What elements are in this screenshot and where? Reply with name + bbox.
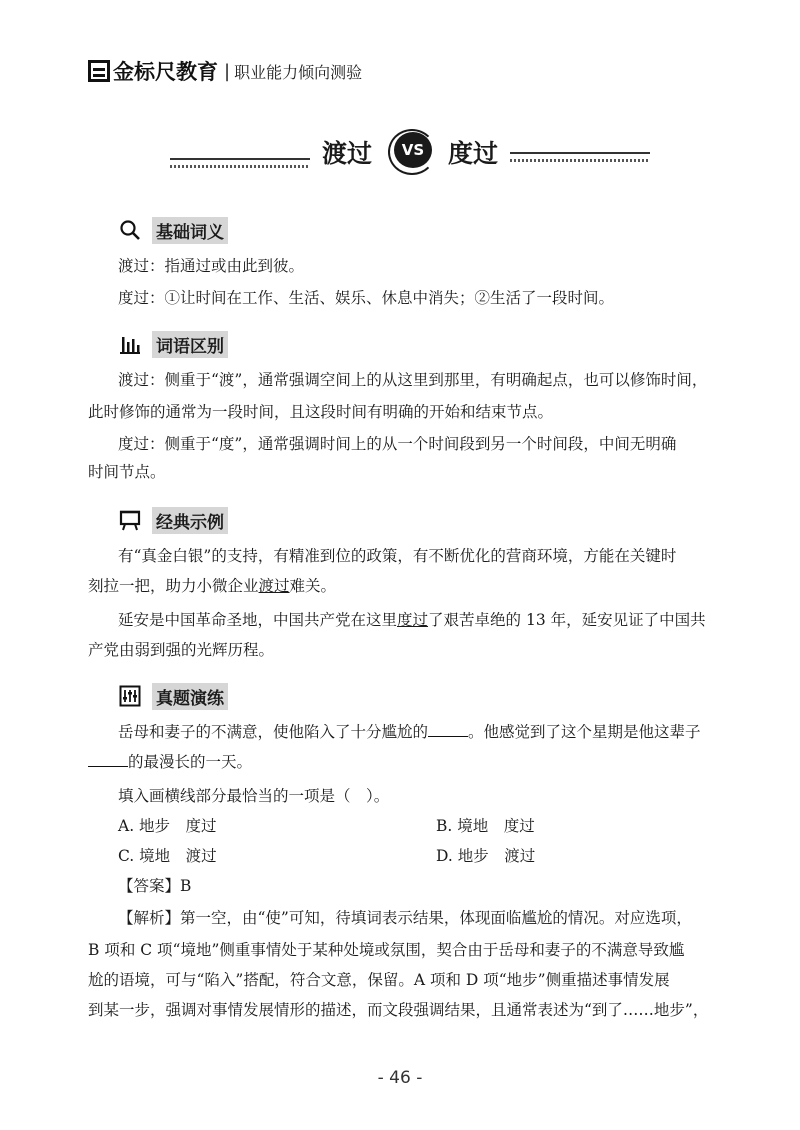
brand-logo-icon [88, 60, 110, 82]
example-p2-line-1 [118, 610, 706, 630]
analysis-line-3: 尬的语境，可与“陷入”搭配，符合文意，保留。A 项和 D 项“地步”侧重描述事情发展 [88, 971, 670, 989]
diff-line-1: 渡过：侧重于“渡”，通常强调空间上的从这里到那里，有明确起点，也可以修饰时间， [118, 371, 708, 389]
question-text-end: 的最漫长的一天。 [128, 753, 253, 771]
section-basic-heading [118, 216, 228, 244]
search-icon [118, 218, 142, 242]
answer-line: 【答案】B [118, 877, 192, 895]
section-example-heading [118, 506, 228, 534]
basic-line-1: 渡过：指通过或由此到彼。 [118, 257, 305, 275]
presentation-board-icon [118, 508, 142, 532]
question-text-cont: 。他感觉到了这个星期是他这辈子 [468, 723, 701, 741]
title-right-rule [510, 152, 650, 154]
example-p2-text: 延安是中国革命圣地，中国共产党在这里 [118, 611, 398, 629]
title-right-dots [510, 159, 650, 162]
section-diff-heading [118, 330, 228, 358]
example-p2-text-end: 了艰苦卓绝的 13 年，延安见证了中国共 [428, 611, 706, 629]
page-header [88, 56, 362, 86]
option-d: D. 地步 渡过 [436, 847, 536, 865]
header-subtitle: 职业能力倾向测验 [234, 62, 363, 82]
section-practice-title: 真题演练 [152, 683, 228, 710]
title-word-right: 度过 [448, 139, 499, 168]
question-line-2 [88, 752, 252, 772]
example-p1-line-2 [88, 576, 336, 596]
option-c: C. 境地 渡过 [118, 847, 217, 865]
option-a: A. 地步 度过 [118, 817, 217, 835]
header-separator: | [224, 60, 231, 82]
sliders-icon [118, 684, 142, 708]
question-instruction: 填入画横线部分最恰当的一项是（ ）。 [118, 787, 390, 805]
diff-line-4: 时间节点。 [88, 463, 166, 481]
option-b: B. 境地 度过 [436, 817, 535, 835]
section-example-title: 经典示例 [152, 507, 228, 534]
section-practice-heading [118, 682, 228, 710]
analysis-line-2: B 项和 C 项“境地”侧重事情处于某种处境或氛围，契合由于岳母和妻子的不满意导致尴 [88, 941, 685, 959]
title-banner [170, 128, 650, 180]
example-highlight-word: 度过 [397, 611, 429, 629]
example-p1-line-1: 有“真金白银”的支持，有精准到位的政策，有不断优化的营商环境，方能在关键时 [118, 547, 677, 565]
analysis-line-4: 到某一步，强调对事情发展情形的描述，而文段强调结果，且通常表述为“到了……地步”， [88, 1001, 709, 1019]
question-line-1 [118, 722, 701, 742]
example-highlight-word: 渡过 [258, 577, 290, 595]
answer-blank [88, 752, 128, 767]
section-basic-title: 基础词义 [152, 217, 228, 244]
title-word-left: 渡过 [322, 139, 373, 168]
example-p1-text: 刻拉一把，助力小微企业 [88, 577, 259, 595]
vs-badge: VS [394, 132, 432, 168]
title-left-dots [170, 165, 310, 168]
title-left-rule [170, 158, 310, 160]
page-number: - 46 - [377, 1068, 423, 1088]
answer-blank [428, 722, 468, 737]
diff-line-2: 此时修饰的通常为一段时间，且这段时间有明确的开始和结束节点。 [88, 403, 554, 421]
example-p1-text-end: 难关。 [289, 577, 337, 595]
bar-chart-icon [118, 332, 142, 356]
basic-line-2: 度过：①让时间在工作、生活、娱乐、休息中消失；②生活了一段时间。 [118, 289, 615, 307]
question-text: 岳母和妻子的不满意，使他陷入了十分尴尬的 [118, 723, 429, 741]
example-p2-line-2: 产党由弱到强的光辉历程。 [88, 641, 275, 659]
diff-line-3: 度过：侧重于“度”，通常强调时间上的从一个时间段到另一个时间段，中间无明确 [118, 435, 677, 453]
analysis-line-1: 【解析】第一空，由“使”可知，待填词表示结果，体现面临尴尬的情况。对应选项， [118, 909, 692, 927]
brand-name: 金标尺教育 [113, 60, 218, 84]
section-diff-title: 词语区别 [152, 331, 228, 358]
